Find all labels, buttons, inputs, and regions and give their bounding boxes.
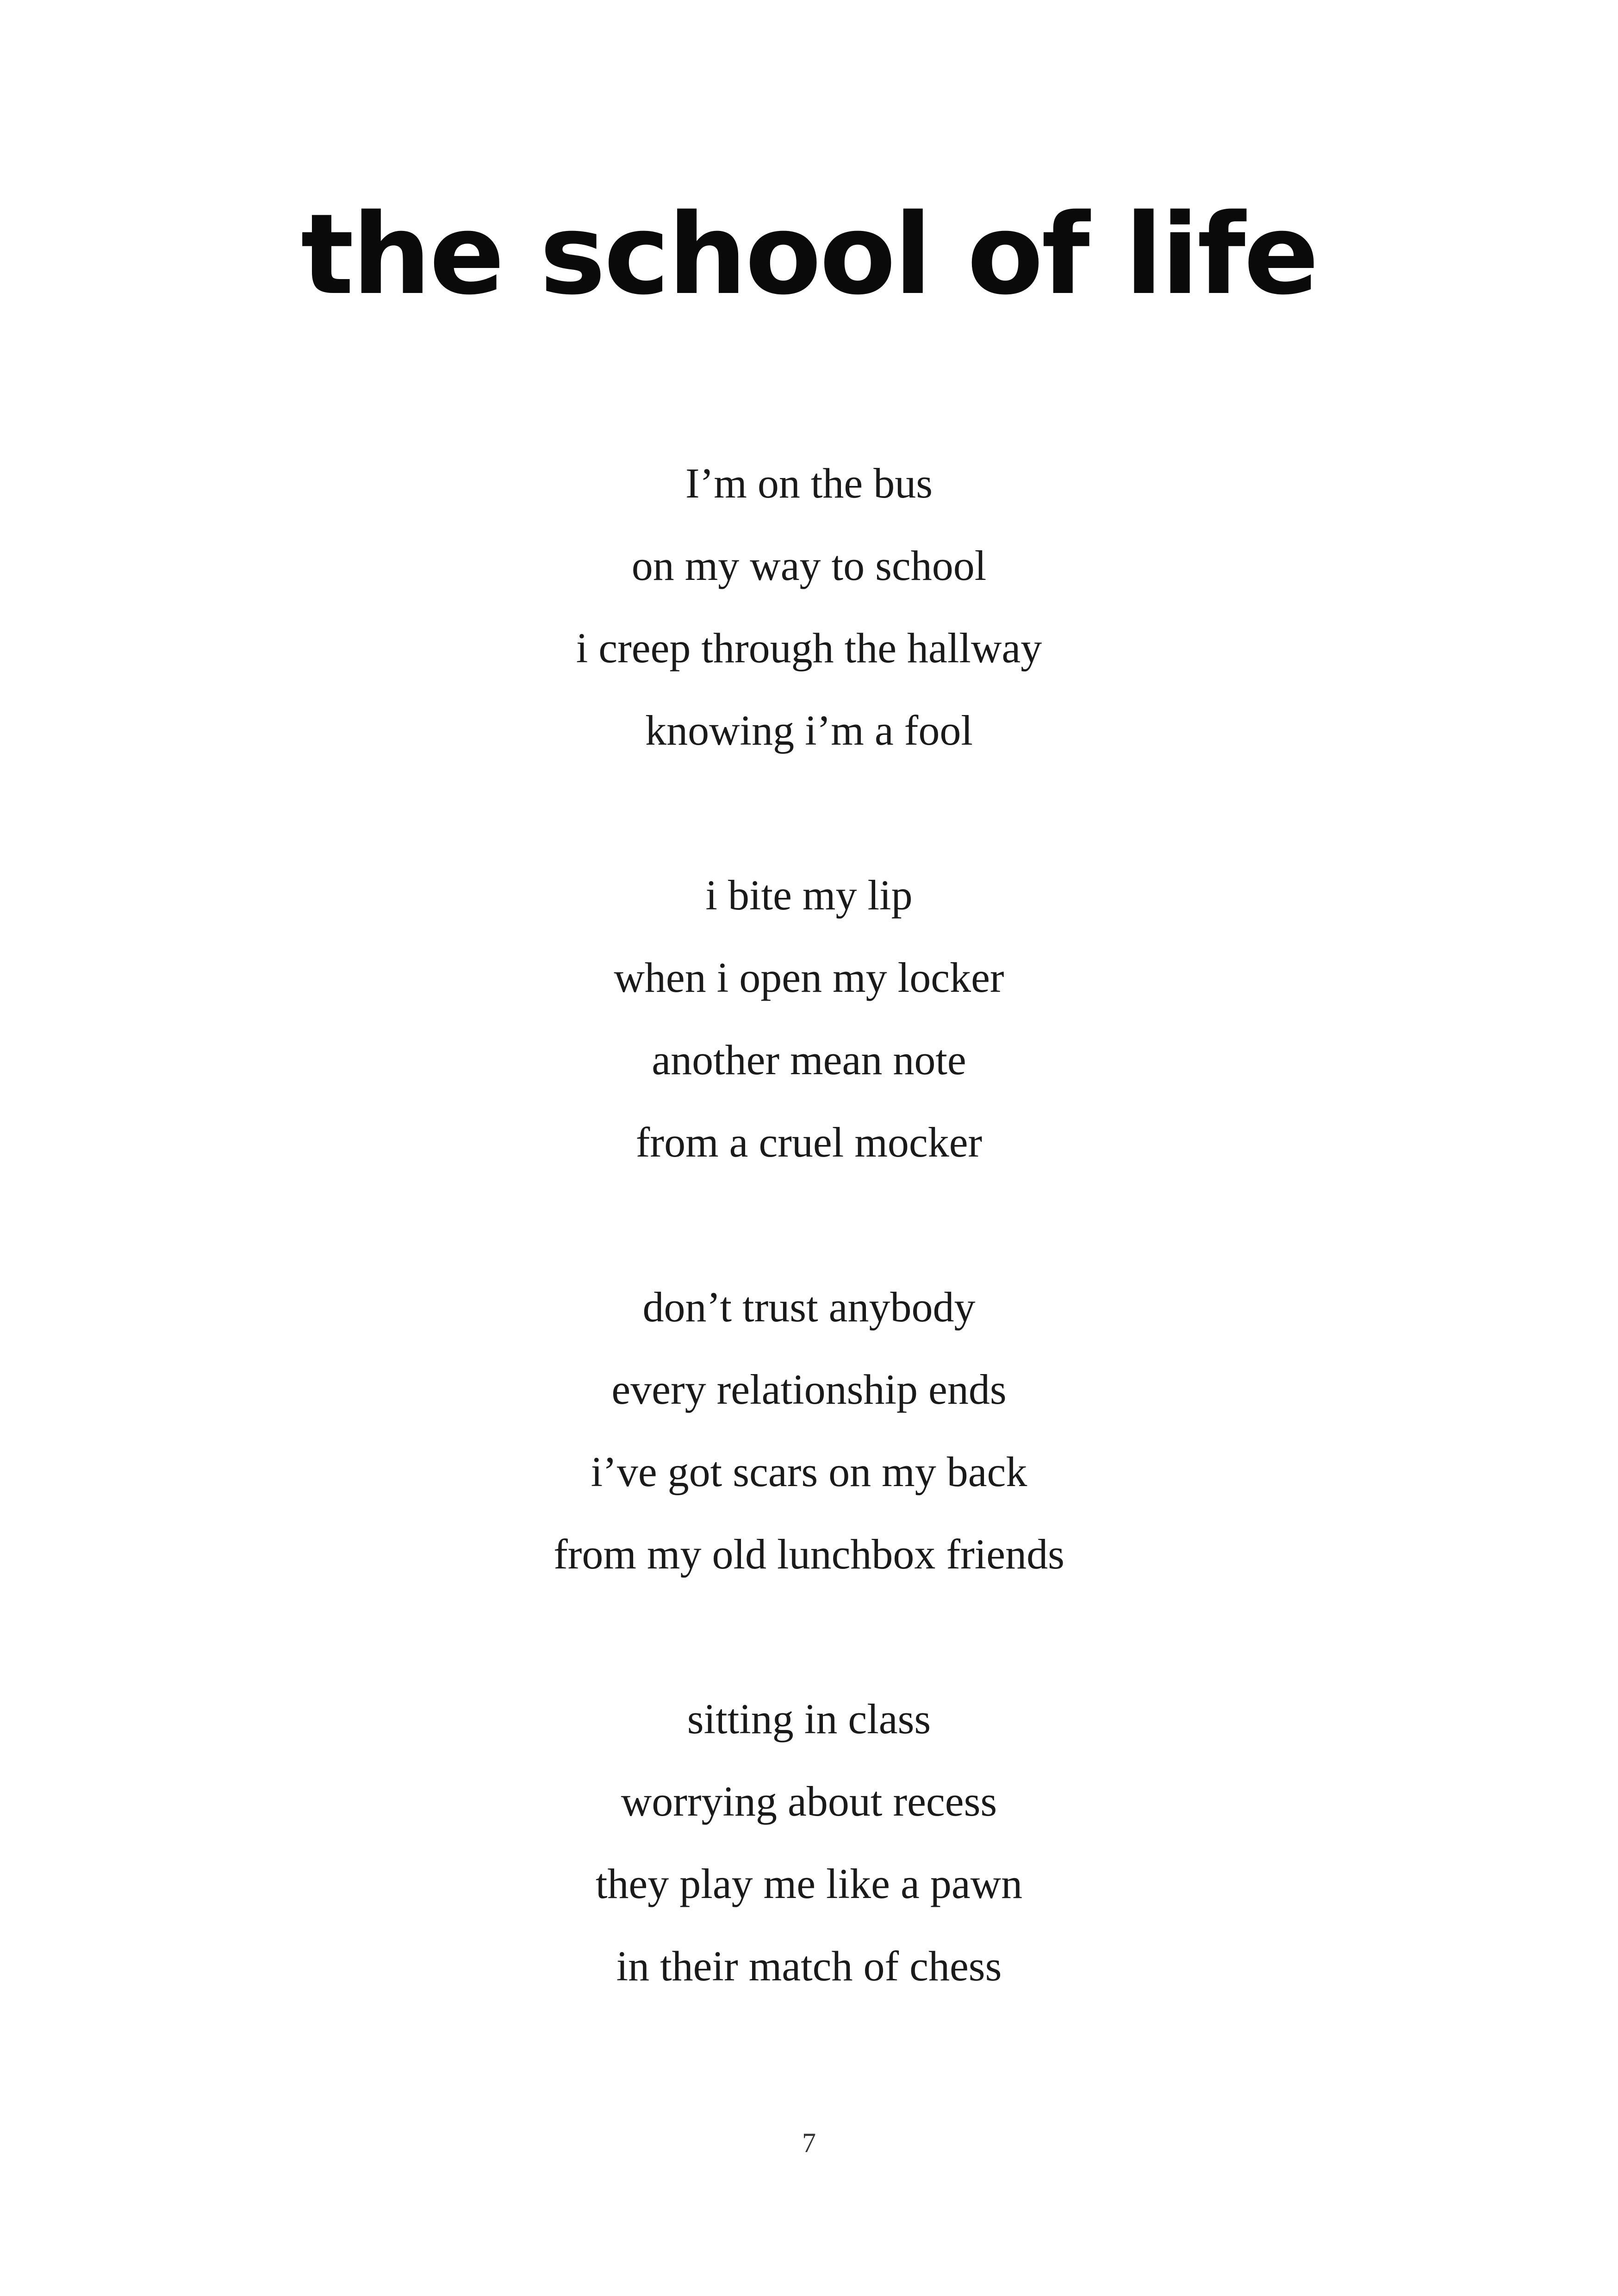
stanza-1 [0, 442, 1618, 772]
poem-line: I’m on the bus [685, 460, 933, 507]
poem-line: i’ve got scars on my back [591, 1448, 1027, 1495]
poem-line: from my old lunchbox friends [554, 1531, 1064, 1578]
poem-line: another mean note [652, 1036, 966, 1083]
stanza-2 [0, 854, 1618, 1183]
page-number: 7 [802, 2128, 816, 2158]
poem-line: every relationship ends [611, 1366, 1007, 1413]
poem-line: they play me like a pawn [595, 1860, 1023, 1907]
poem-line: when i open my locker [614, 954, 1004, 1001]
poem-line: on my way to school [631, 542, 987, 589]
poem-line: in their match of chess [616, 1942, 1002, 1990]
poem-line: from a cruel mocker [635, 1119, 983, 1166]
poem-body [0, 442, 1618, 2007]
poem-line: sitting in class [687, 1695, 931, 1742]
poem-line: worrying about recess [621, 1778, 997, 1825]
poem-title: the school of life [300, 190, 1318, 319]
poem-line: i creep through the hallway [576, 624, 1042, 672]
poem-line: don’t trust anybody [642, 1283, 976, 1331]
poem-line: i bite my lip [705, 871, 913, 919]
stanza-4 [0, 1678, 1618, 2007]
stanza-3 [0, 1266, 1618, 1595]
poem-line: knowing i’m a fool [645, 707, 973, 754]
